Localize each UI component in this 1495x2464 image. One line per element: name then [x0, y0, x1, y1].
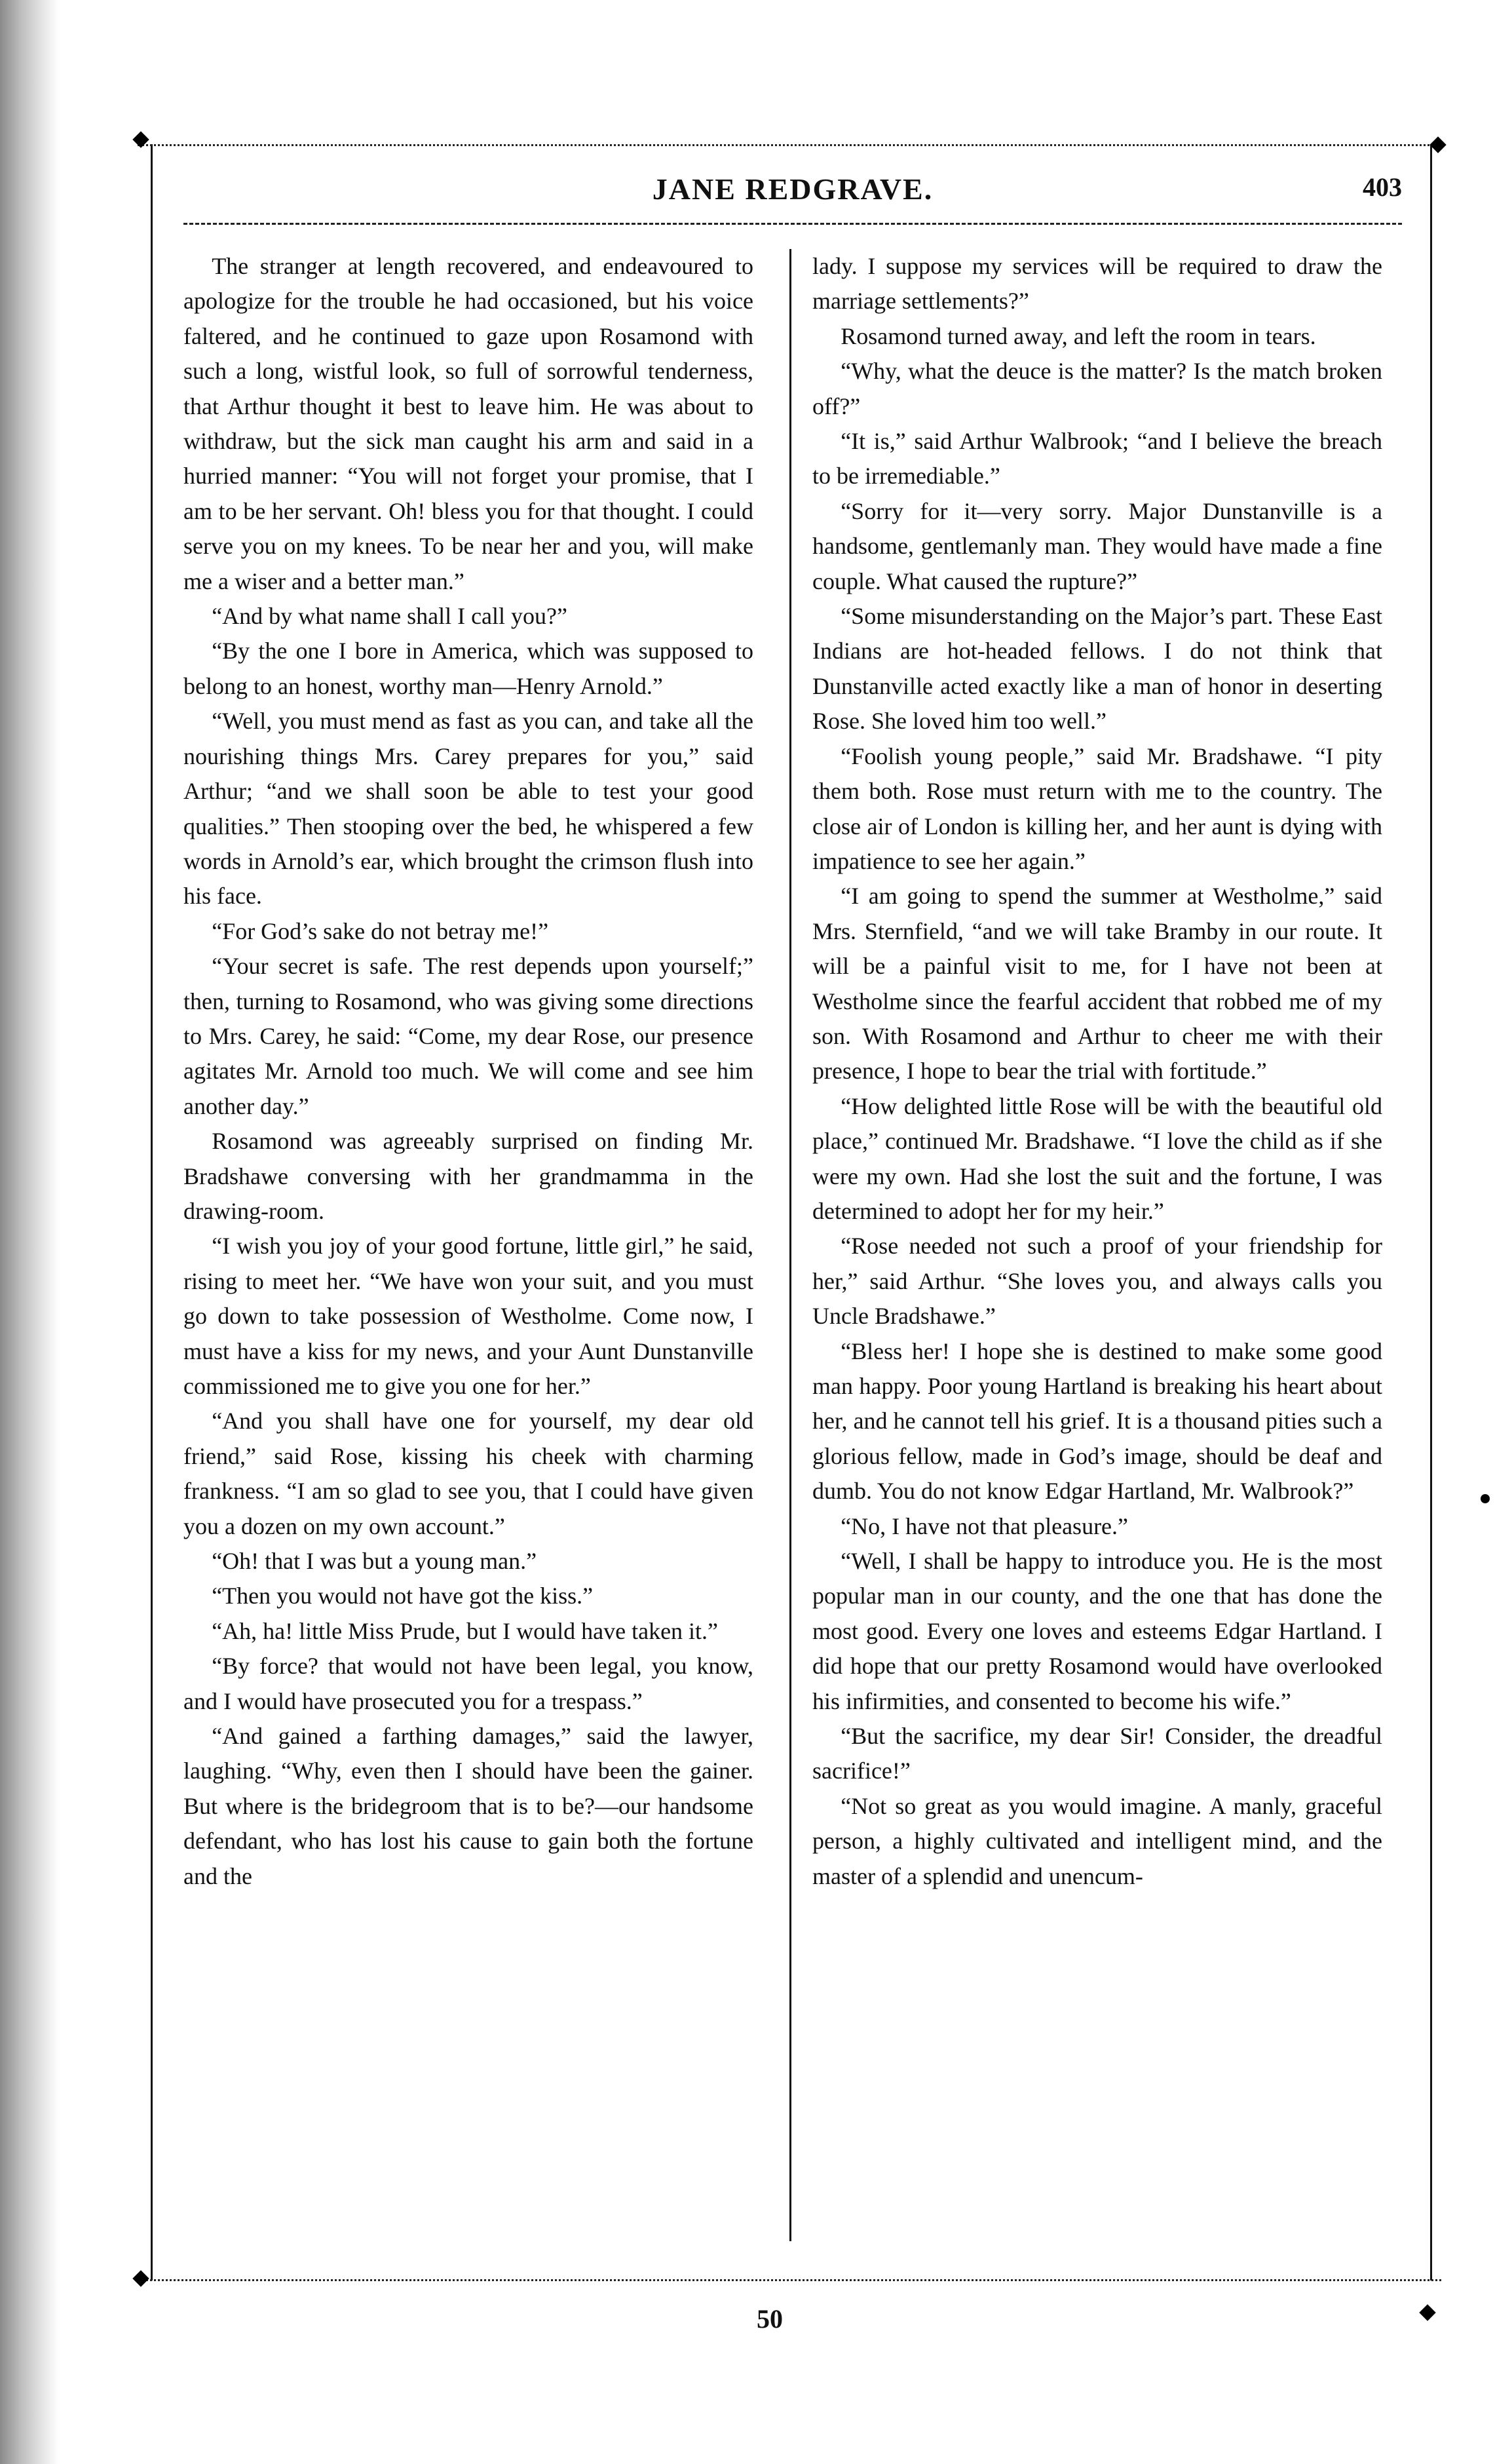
running-title: JANE REDGRAVE. — [652, 172, 934, 206]
paragraph: “And by what name shall I call you?” — [212, 603, 567, 630]
paragraph: “Bless her! I hope she is destined to make some good man happy. Poor young Hartland is breaking his heart about her, and he cannot tell his grief. It is a thousand pities such a glorious fellow, made in God’s image, should be deaf and dumb. You do not know Edgar Hartland, Mr. Walbrook?” — [812, 1338, 1382, 1505]
paragraph: “By force? that would not have been legal, you know, and I would have prosecuted you for a trespass.” — [183, 1653, 753, 1714]
running-header — [183, 172, 1402, 211]
paragraph: “Then you would not have got the kiss.” — [212, 1583, 594, 1609]
paragraph: “Well, you must mend as fast as you can, and take all the nourishing things Mrs. Carey prepares for you,” said Arthur; “and we shall soon be able to test your good qualities.” Then stooping over the bed, he whispered a few words in Arnold’s ear, which brought the crimson flush into his face. — [183, 708, 753, 910]
paragraph: “And gained a farthing damages,” said the lawyer, laughing. “Why, even then I should have been the gainer. But where is the bridegroom that is to be?—our handsome defendant, who has lost his cause to gain both the fortune and the — [183, 1723, 753, 1889]
paragraph: Rosamond turned away, and left the room in tears. — [841, 322, 1316, 349]
bottom-right-diamond-ornament — [1419, 2304, 1435, 2320]
paragraph: “It is,” said Arthur Walbrook; “and I believe the breach to be irremediable.” — [812, 428, 1382, 490]
header-rule — [183, 223, 1402, 225]
paragraph: “Well, I shall be happy to introduce you. He is the most popular man in our county, and the one that has done the most good. Every one loves and esteems Edgar Hartland. I did hope that our pretty Rosamond would have overlooked his infirmities, and consented to become his wife.” — [812, 1548, 1382, 1714]
paragraph: “I am going to spend the summer at Westholme,” said Mrs. Sternfield, “and we will take Bramby in our route. It will be a painful visit to me, for I have not been at Westholme since the fearful accident that robbed me of my son. With Rosamond and Arthur to cheer me with their presence, I hope to bear the trial with fortitude.” — [812, 883, 1382, 1085]
right-text-column — [812, 249, 1382, 1894]
bottom-ornamental-rule — [138, 2279, 1441, 2281]
top-ornamental-rule — [138, 144, 1441, 155]
paragraph: “And you shall have one for yourself, my dear old friend,” said Rose, kissing his cheek with charming frankness. “I am so glad to see you, that I could have given you a dozen on my own account.” — [183, 1408, 753, 1539]
paragraph: “I wish you joy of your good fortune, little girl,” he said, rising to meet her. “We have won your suit, and you must go down to take possession of Westholme. Come now, I must have a kiss for my news, and your Aunt Dunstanville commissioned me to give you one for her.” — [183, 1233, 753, 1399]
paragraph: “Some misunderstanding on the Major’s part. These East Indians are hot-headed fellows. I do not think that Dunstanville acted exactly like a man of honor in deserting Rose. She loved him too well.” — [812, 603, 1382, 735]
paragraph: “For God’s sake do not betray me!” — [212, 917, 549, 944]
paragraph: “Foolish young people,” said Mr. Bradshawe. “I pity them both. Rose must return with me to the country. The close air of London is killing her, and her aunt is dying with impatience to see her again.” — [812, 742, 1382, 874]
paragraph: “Sorry for it—very sorry. Major Dunstanville is a handsome, gentlemanly man. They would have made a fine couple. What caused the rupture?” — [812, 497, 1382, 594]
paragraph: “Why, what the deuce is the matter? Is the match broken off?” — [812, 358, 1382, 419]
page-number: 403 — [1363, 172, 1402, 202]
paragraph: “Rose needed not such a proof of your friendship for her,” said Arthur. “She loves you, and always calls you Uncle Bradshawe.” — [812, 1233, 1382, 1330]
scan-edge-shadow — [0, 0, 59, 2464]
left-text-column — [183, 249, 753, 1894]
paragraph: “Oh! that I was but a young man.” — [212, 1548, 537, 1575]
paragraph: “But the sacrifice, my dear Sir! Consider, the dreadful sacrifice!” — [812, 1723, 1382, 1784]
paragraph: The stranger at length recovered, and endeavoured to apologize for the trouble he had occasioned, but his voice faltered, and he continued to gaze upon Rosamond with such a long, wistful look, so full of sorrowful tenderness, that Arthur thought it best to leave him. He was about to withdraw, but the sick man caught his arm and said in a hurried manner: “You will not forget your promise, that I am to be her servant. Oh! bless you for that thought. I could serve you on my knees. To be near her and you, will make me a wiser and a better man.” — [183, 253, 753, 594]
paragraph-continuation: lady. I suppose my services will be required to draw the marriage settlements?” — [812, 253, 1382, 315]
bottom-left-diamond-ornament — [132, 2270, 149, 2286]
paragraph: “Ah, ha! little Miss Prude, but I would have taken it.” — [212, 1617, 719, 1644]
paragraph: “How delighted little Rose will be with the beautiful old place,” continued Mr. Bradshawe. “I love the child as if she were my own. Had she lost the suit and the fortune, I was determined to adopt her for my heir.” — [812, 1092, 1382, 1224]
paragraph: “Your secret is safe. The rest depends upon yourself;” then, turning to Rosamond, who was giving some directions to Mrs. Carey, he said: “Come, my dear Rose, our presence agitates Mr. Arnold too much. We will come and see him another day.” — [183, 953, 753, 1119]
paragraph: “By the one I bore in America, which was supposed to belong to an honest, worthy man—Henry Arnold.” — [183, 638, 753, 699]
signature-mark: 50 — [757, 2304, 783, 2334]
paragraph: Rosamond was agreeably surprised on finding Mr. Bradshawe conversing with her grandmamma in the drawing-room. — [183, 1128, 753, 1224]
paragraph: “No, I have not that pleasure.” — [841, 1512, 1129, 1539]
ink-spot — [1481, 1494, 1490, 1503]
paragraph: “Not so great as you would imagine. A manly, graceful person, a highly cultivated and intelligent mind, and the master of a splendid and unencum- — [812, 1792, 1382, 1889]
column-divider — [789, 249, 791, 2241]
